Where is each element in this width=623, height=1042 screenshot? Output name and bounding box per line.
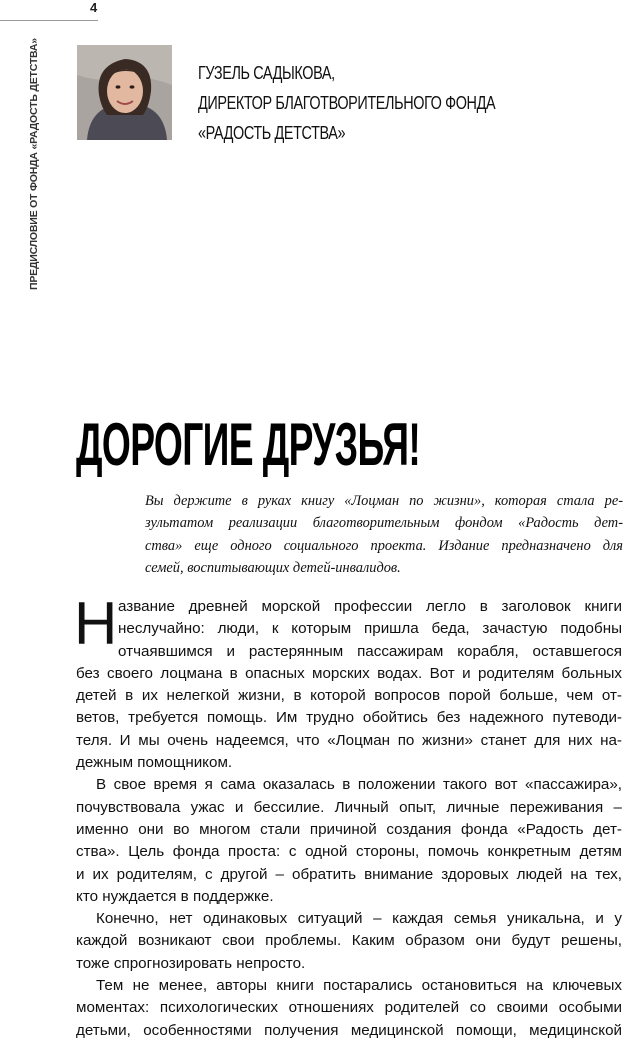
body-line: детей в их нелегкой жизни, в которой вопросов порой больше, чем от- <box>76 687 622 705</box>
body-line: азвание древней морской профессии легло в заголовок книги <box>118 598 622 615</box>
body-line: детьми, особенностями получения медицинской помощи, медицинской <box>76 1021 622 1039</box>
top-rule <box>0 20 98 21</box>
body-line: кто нуждается в поддержке. <box>76 887 274 905</box>
body-text <box>74 590 622 1042</box>
body-line: и их родителям, с другой – обратить внимание здоровых людей на тех, <box>76 865 622 883</box>
body-line: теля. И мы очень надеемся, что «Лоцман по жизни» станет для них на- <box>76 731 622 749</box>
lead-line: ства» еще одного социального проекта. Издание предназначено для <box>145 537 623 554</box>
body-line: без своего лоцмана в опасных морских водах. Вот и родителям больных <box>76 664 622 682</box>
page-number: 4 <box>90 0 98 15</box>
author-portrait <box>77 45 172 140</box>
lead-paragraph <box>145 490 623 579</box>
body-line: неслучайно: люди, к которым пришла беда, зачастую подобны <box>118 620 622 638</box>
page-title: ДОРОГИЕ ДРУЗЬЯ! <box>76 411 421 478</box>
lead-line: зультатом реализации благотворительным фондом «Радость дет- <box>145 515 623 532</box>
author-title: ДИРЕКТОР БЛАГОТВОРИТЕЛЬНОГО ФОНДА <box>198 92 496 113</box>
body-line: Конечно, нет одинаковых ситуаций – каждая семья уникальна, и у <box>96 910 622 928</box>
body-line: каждой возникают свои проблемы. Каким образом они будут решены, <box>76 932 622 950</box>
body-line: ства». Цель фонда проста: с одной стороны, помочь конкретным детям <box>76 843 622 861</box>
lead-line: Вы держите в руках книгу «Лоцман по жизни», которая стала ре- <box>145 493 623 509</box>
portrait-photo-icon <box>77 45 172 140</box>
author-organization: «РАДОСТЬ ДЕТСТВА» <box>198 122 346 143</box>
body-line: ветов, требуется помощь. Им трудно обойтись без надежного путеводи- <box>76 709 622 727</box>
body-line: тоже спрогнозировать непросто. <box>76 954 306 972</box>
body-line: моментах: психологических отношениях родителей со своими особыми <box>76 999 622 1017</box>
running-head: ПРЕДИСЛОВИЕ ОТ ФОНДА «РАДОСТЬ ДЕТСТВА» <box>28 38 40 290</box>
body-line: дежным помощником. <box>76 754 233 772</box>
body-line: именно они во многом стали причиной создания фонда «Радость дет- <box>76 820 622 838</box>
body-line: Тем не менее, авторы книги постарались остановиться на ключевых <box>96 977 622 995</box>
author-name: ГУЗЕЛЬ САДЫКОВА, <box>198 62 335 83</box>
author-caption <box>198 58 494 148</box>
lead-line: семей, воспитывающих детей-инвалидов. <box>145 559 401 576</box>
body-line: отчаявшимся и растерянным пассажирам корабля, оставшегося <box>118 642 622 660</box>
body-line: В свое время я сама оказалась в положении такого вот «пассажира», <box>96 776 622 794</box>
drop-cap: Н <box>74 590 118 657</box>
body-line: почувствовала ужас и бессилие. Личный опыт, личные переживания – <box>76 798 622 816</box>
